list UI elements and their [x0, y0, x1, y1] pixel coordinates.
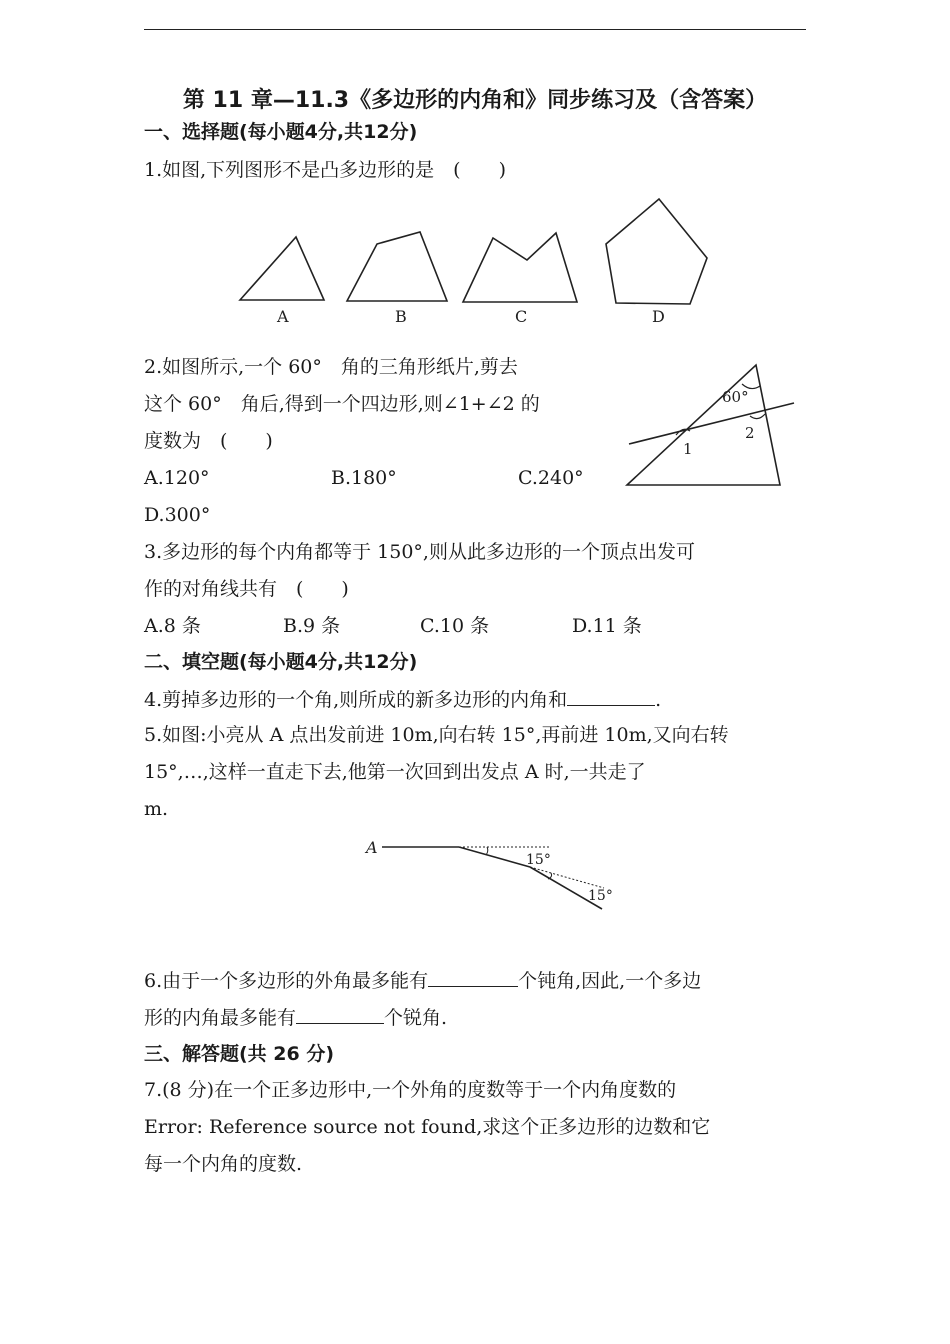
section-2-heading: 二、填空题(每小题4分,共12分) — [144, 651, 418, 673]
label-2: 2 — [745, 424, 755, 442]
q2-option-b: B.180° — [331, 467, 397, 489]
q6-line2-after: 个锐角. — [384, 1007, 448, 1029]
label-c: C — [515, 307, 528, 326]
page-title: 第 11 章—11.3《多边形的内角和》同步练习及（含答案） — [182, 88, 768, 113]
label-start-a: A — [366, 838, 378, 857]
q2-line3: 度数为 ( ) — [144, 430, 273, 452]
q5-path-figure — [360, 835, 620, 915]
q7-line2: Error: Reference source not found,求这个正多边形的边数和它 — [144, 1116, 711, 1138]
section-3-heading: 三、解答题(共 26 分) — [144, 1043, 335, 1065]
section-1-heading: 一、选择题(每小题4分,共12分) — [144, 121, 418, 143]
q6-answer-blank-2[interactable] — [296, 1005, 384, 1024]
q4-line — [144, 687, 661, 712]
label-angle-15-1: 15° — [526, 852, 551, 868]
cut-line — [629, 403, 794, 444]
turn-arc-1 — [486, 847, 488, 855]
q2-triangle-figure — [615, 355, 805, 495]
q3-line1: 3.多边形的每个内角都等于 150°,则从此多边形的一个顶点出发可 — [144, 541, 695, 563]
concave-polygon-c — [463, 233, 577, 302]
q6-line1 — [144, 968, 701, 993]
q1-polygons-figure — [230, 192, 720, 332]
label-b: B — [395, 307, 407, 326]
angle-2-arc — [750, 414, 765, 419]
q2-option-a: A.120° — [144, 467, 210, 489]
q4-answer-blank[interactable] — [567, 687, 655, 706]
q2-option-d: D.300° — [144, 504, 211, 526]
header-rule — [144, 29, 806, 30]
extension-line-2 — [530, 867, 604, 888]
q3-option-b: B.9 条 — [283, 615, 341, 637]
pentagon-d — [606, 199, 707, 304]
label-1: 1 — [683, 440, 693, 458]
q2-option-c: C.240° — [518, 467, 584, 489]
q5-line1: 5.如图:小亮从 A 点出发前进 10m,向右转 15°,再前进 10m,又向右转 — [144, 724, 729, 746]
quadrilateral-b — [347, 232, 447, 301]
q7-line3: 每一个内角的度数. — [144, 1153, 303, 1175]
q4-text-after: . — [655, 689, 662, 711]
q3-option-c: C.10 条 — [420, 615, 490, 637]
label-60: 60° — [722, 388, 749, 406]
q2-line2: 这个 60° 角后,得到一个四边形,则∠1+∠2 的 — [144, 393, 540, 415]
q5-line3: m. — [144, 798, 169, 820]
label-a: A — [277, 307, 289, 326]
q4-text-before: 4.剪掉多边形的一个角,则所成的新多边形的内角和 — [144, 689, 568, 711]
q3-option-d: D.11 条 — [572, 615, 642, 637]
q3-option-a: A.8 条 — [144, 615, 201, 637]
label-d: D — [652, 307, 665, 326]
q6-line2 — [144, 1005, 447, 1030]
q7-line1: 7.(8 分)在一个正多边形中,一个外角的度数等于一个内角度数的 — [144, 1079, 677, 1101]
q1-text: 1.如图,下列图形不是凸多边形的是 ( ) — [144, 159, 506, 181]
q2-line1: 2.如图所示,一个 60° 角的三角形纸片,剪去 — [144, 356, 518, 378]
q6-line2-before: 形的内角最多能有 — [144, 1007, 297, 1029]
label-angle-15-2: 15° — [588, 888, 613, 904]
q3-line2: 作的对角线共有 ( ) — [144, 578, 349, 600]
path-segment-2 — [459, 847, 530, 867]
q5-line2: 15°,…,这样一直走下去,他第一次回到出发点 A 时,一共走了 — [144, 761, 646, 783]
q6-line1-after: 个钝角,因此,一个多边 — [518, 970, 702, 992]
q6-answer-blank-1[interactable] — [428, 968, 518, 987]
q6-line1-before: 6.由于一个多边形的外角最多能有 — [144, 970, 429, 992]
triangle-a — [240, 237, 324, 300]
